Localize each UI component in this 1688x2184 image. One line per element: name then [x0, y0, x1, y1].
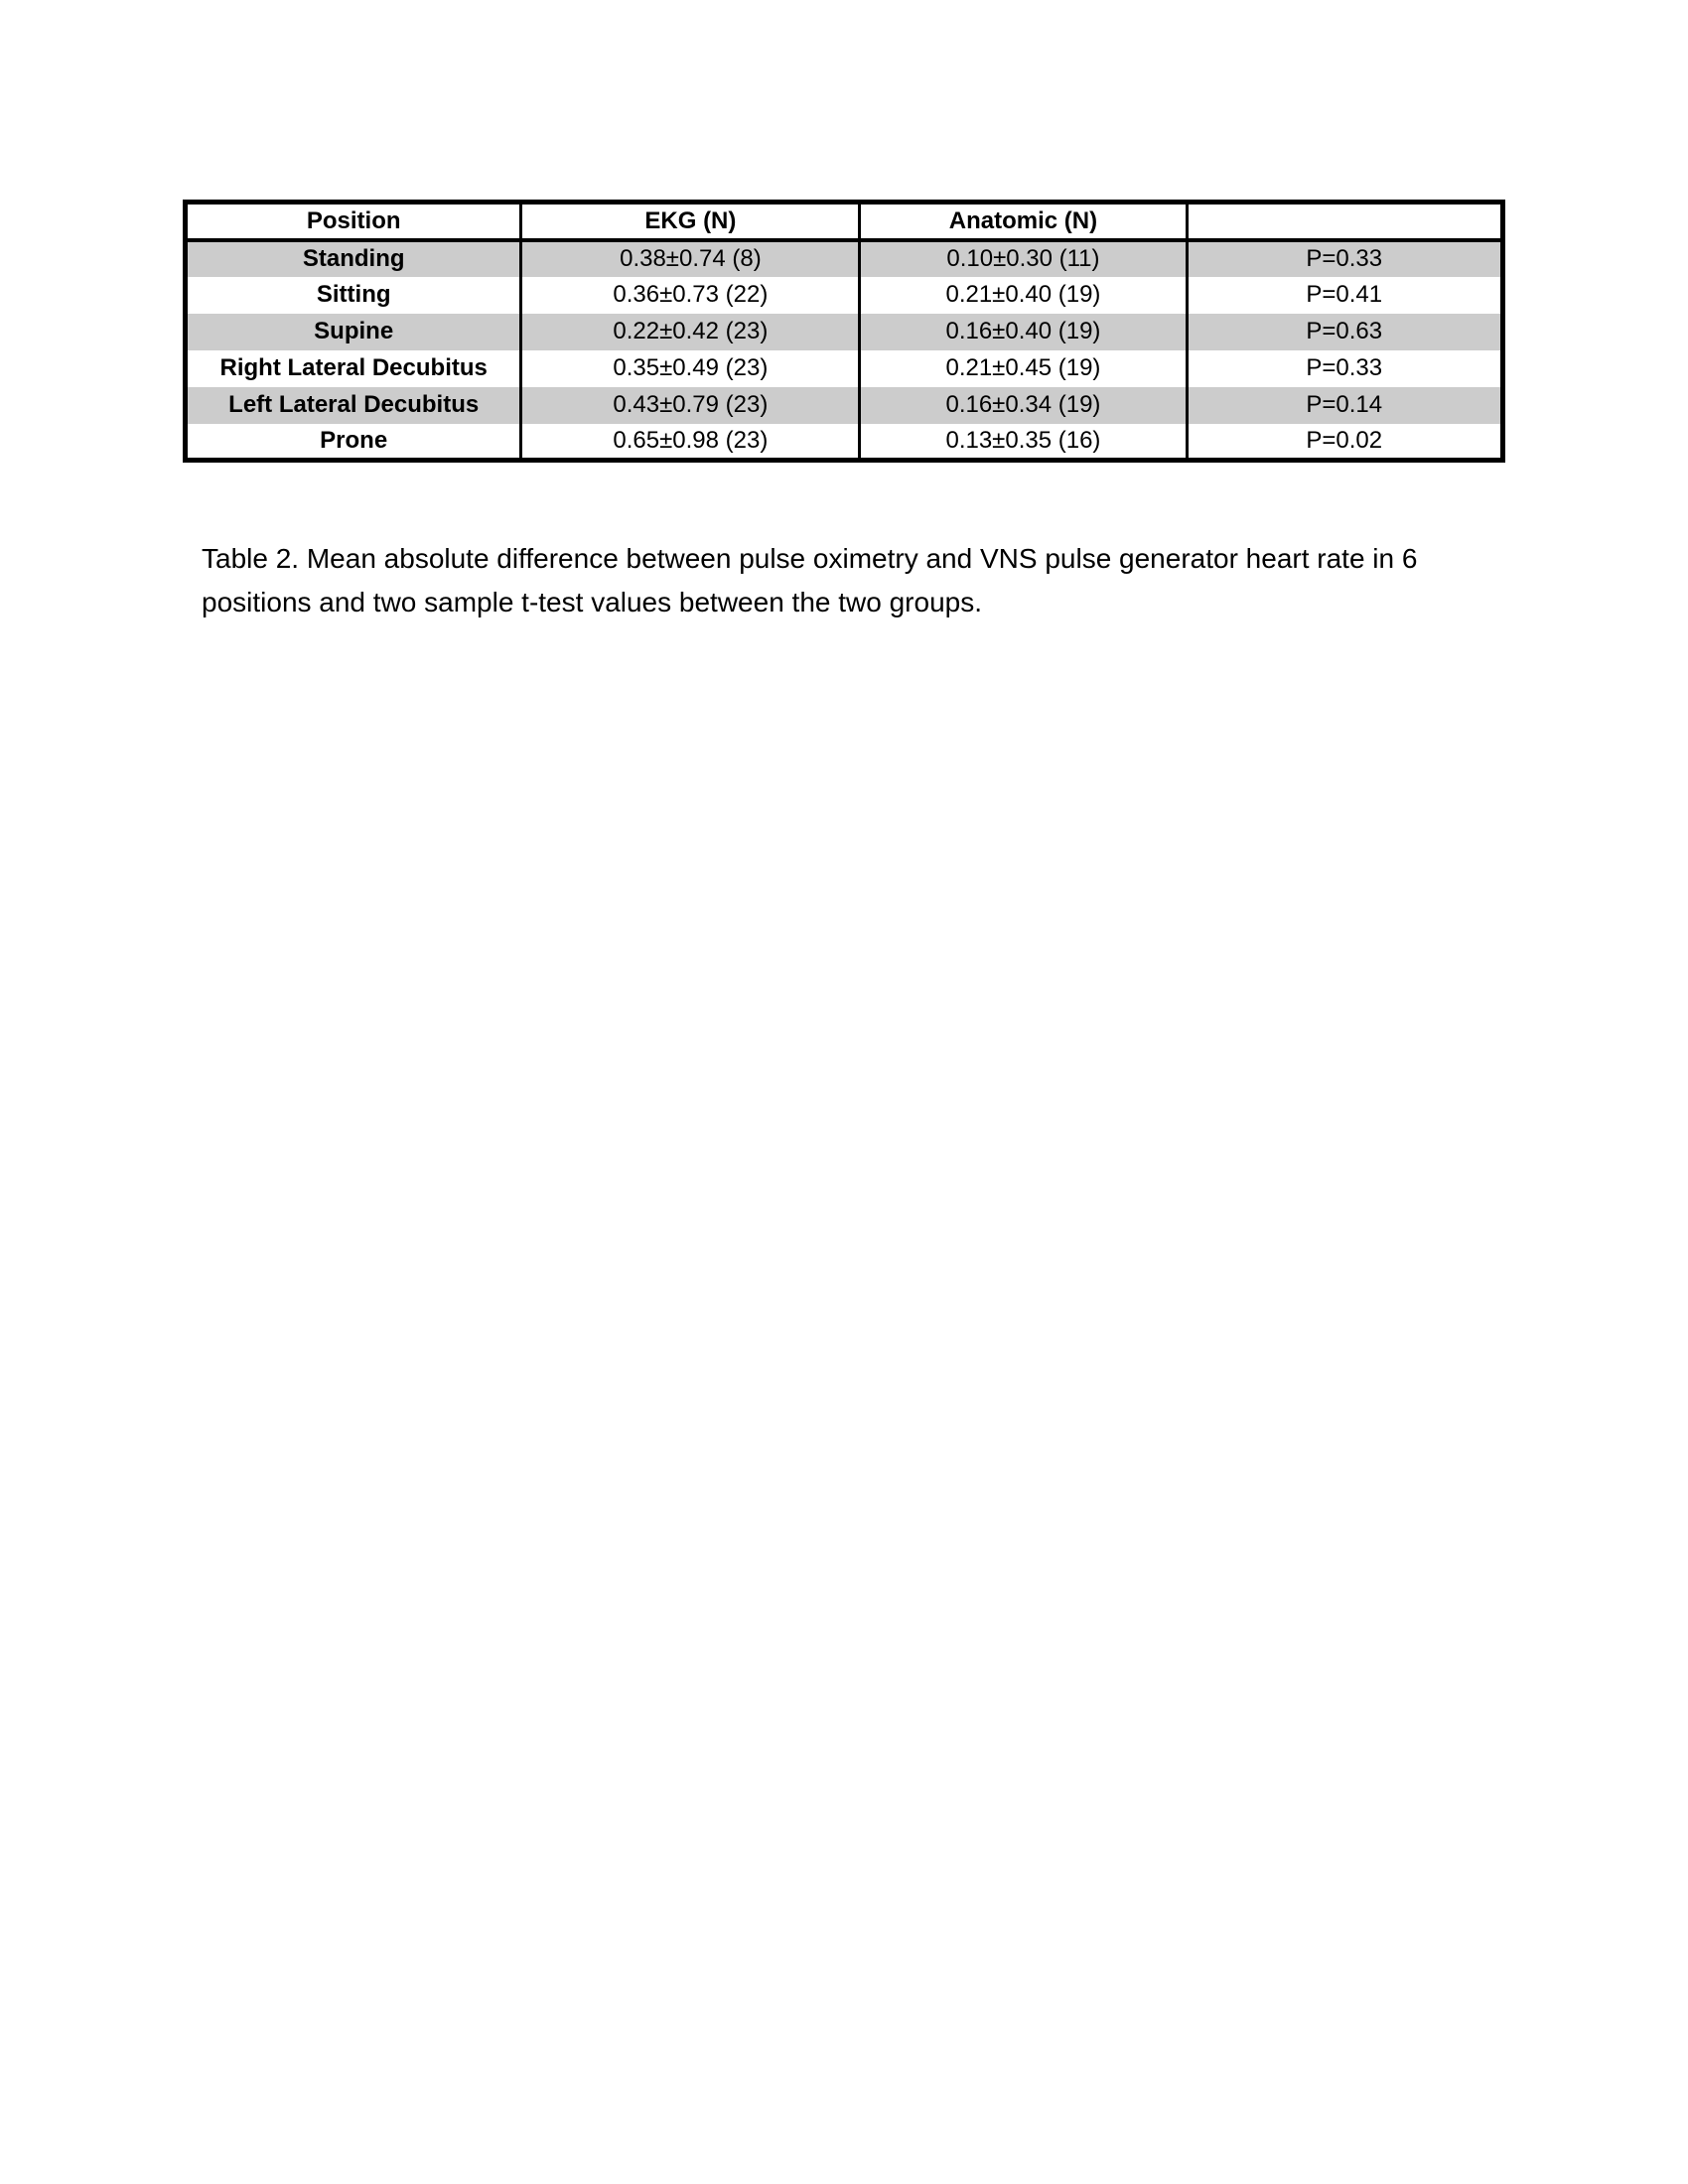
table-row [186, 350, 1503, 387]
position-cell: Left Lateral Decubitus [186, 387, 521, 424]
column-header-pvalue [1187, 203, 1503, 240]
position-cell: Supine [186, 314, 521, 350]
ekg-cell: 0.36±0.73 (22) [521, 277, 860, 314]
ekg-cell: 0.35±0.49 (23) [521, 350, 860, 387]
ekg-cell: 0.22±0.42 (23) [521, 314, 860, 350]
table-row [186, 240, 1503, 277]
pvalue-cell: P=0.63 [1187, 314, 1503, 350]
column-header-ekg: EKG (N) [521, 203, 860, 240]
table-header-row [186, 203, 1503, 240]
anatomic-cell: 0.21±0.40 (19) [860, 277, 1187, 314]
anatomic-cell: 0.16±0.34 (19) [860, 387, 1187, 424]
column-header-anatomic: Anatomic (N) [860, 203, 1187, 240]
table-row [186, 424, 1503, 461]
caption-line-1: Table 2. Mean absolute difference between pulse oximetry and VNS pulse generator heart rate in 6 [202, 543, 1418, 574]
table-row [186, 387, 1503, 424]
ekg-cell: 0.43±0.79 (23) [521, 387, 860, 424]
pvalue-cell: P=0.14 [1187, 387, 1503, 424]
pvalue-cell: P=0.41 [1187, 277, 1503, 314]
results-table [183, 200, 1505, 463]
position-cell: Prone [320, 426, 388, 454]
table-caption [202, 537, 1651, 624]
table-row [186, 277, 1503, 314]
pvalue-cell: P=0.33 [1187, 240, 1503, 277]
ekg-cell: 0.38±0.74 (8) [521, 240, 860, 277]
pvalue-cell: P=0.02 [1187, 424, 1503, 461]
anatomic-cell: 0.10±0.30 (11) [860, 240, 1187, 277]
results-table-container [183, 200, 1505, 463]
table-row [186, 314, 1503, 350]
position-cell: Right Lateral Decubitus [219, 354, 488, 381]
ekg-cell: 0.65±0.98 (23) [521, 424, 860, 461]
caption-line-2: positions and two sample t-test values between the two groups. [202, 587, 982, 617]
position-cell: Standing [186, 240, 521, 277]
anatomic-cell: 0.21±0.45 (19) [860, 350, 1187, 387]
anatomic-cell: 0.16±0.40 (19) [860, 314, 1187, 350]
position-cell: Sitting [316, 281, 391, 308]
anatomic-cell: 0.13±0.35 (16) [860, 424, 1187, 461]
pvalue-cell: P=0.33 [1187, 350, 1503, 387]
column-header-position: Position [186, 203, 521, 240]
